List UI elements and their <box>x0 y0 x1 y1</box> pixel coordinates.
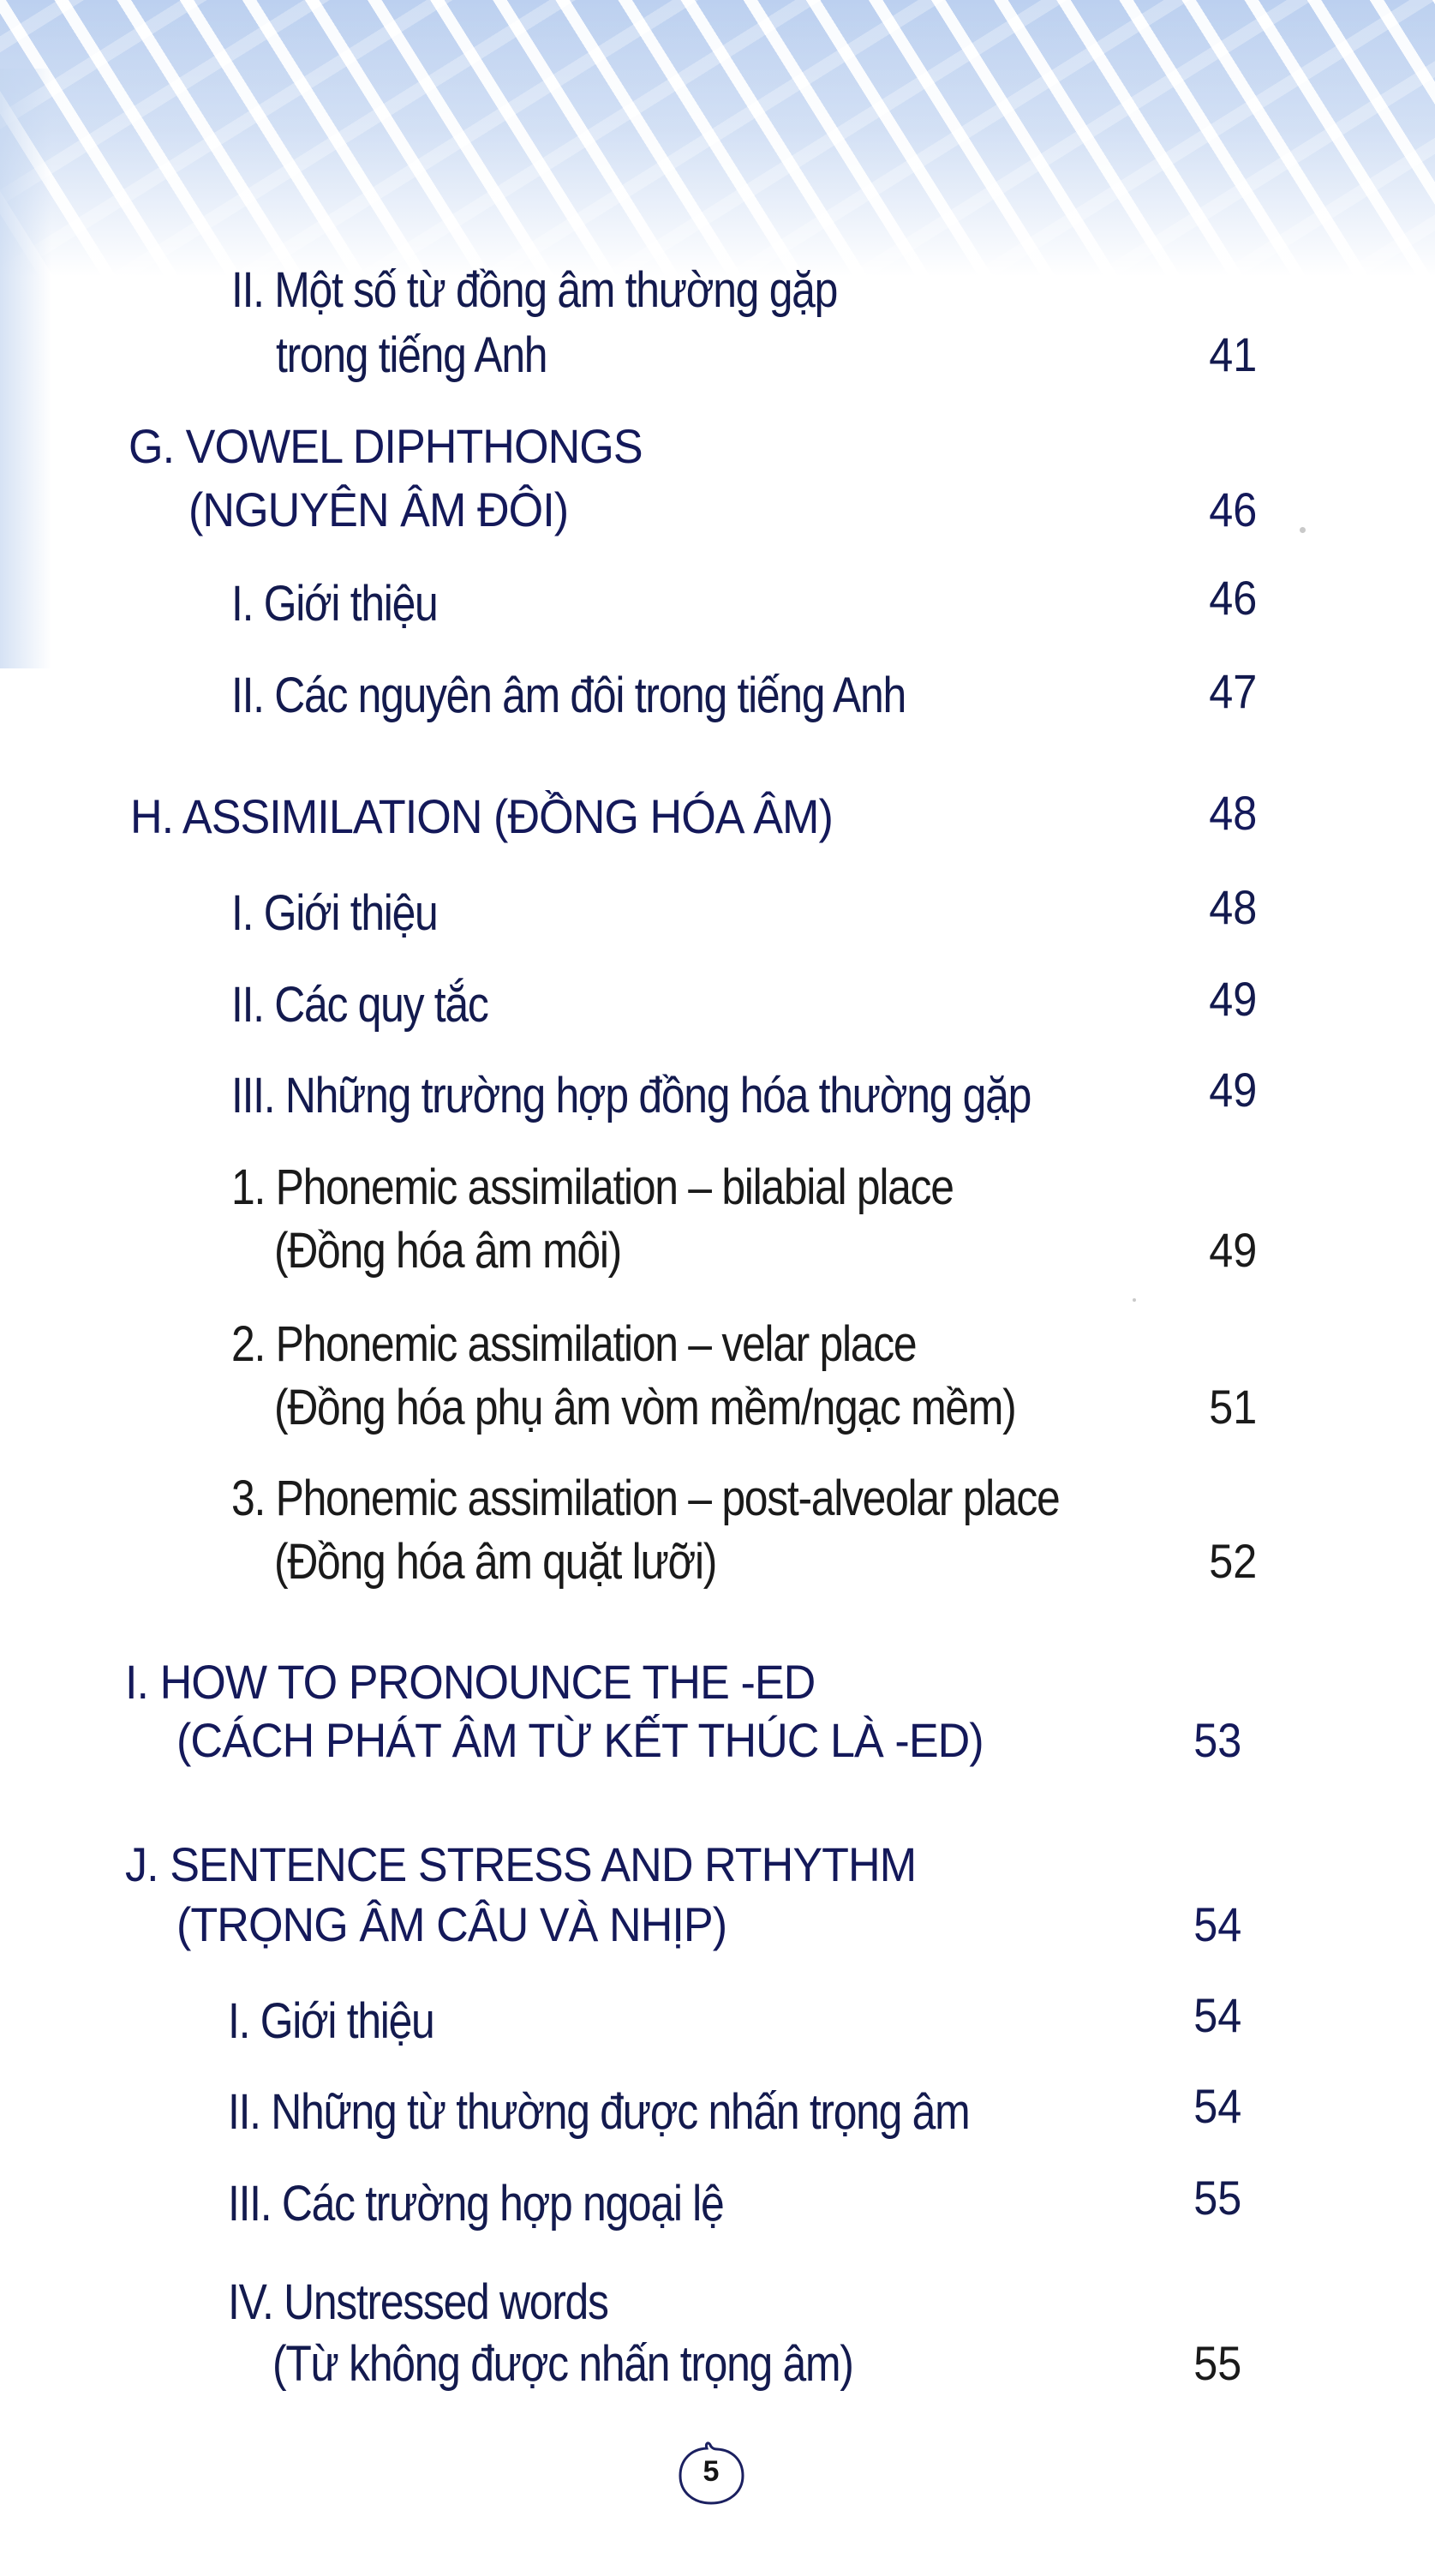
toc-section-page: 53 <box>1193 1713 1241 1767</box>
toc-entry-page: 55 <box>1193 2336 1241 2390</box>
toc-entry-title: II. Một số từ đồng âm thường gặp <box>231 262 838 318</box>
toc-entry-page: 49 <box>1208 1063 1257 1117</box>
toc-section-title-cont: (TRỌNG ÂM CÂU VÀ NHỊP) <box>176 1897 727 1951</box>
toc-section-title: I. HOW TO PRONOUNCE THE -ED <box>125 1655 816 1709</box>
toc-entry-page: 48 <box>1208 880 1257 934</box>
page-number-badge <box>674 2440 748 2507</box>
toc-entry-title-cont: trong tiếng Anh <box>276 327 547 383</box>
toc-subentry-title-cont: (Đồng hóa âm môi) <box>274 1223 622 1279</box>
toc-subentry-title-cont: (Đồng hóa phụ âm vòm mềm/ngạc mềm) <box>274 1380 1016 1435</box>
toc-entry-page: 47 <box>1208 664 1257 718</box>
toc-subentry-title-cont: (Đồng hóa âm quặt lưỡi) <box>274 1534 717 1590</box>
toc-entry-page: 41 <box>1208 327 1257 381</box>
toc-entry-title: II. Những từ thường được nhấn trọng âm <box>228 2084 970 2140</box>
toc-entry-title: II. Các quy tắc <box>231 977 488 1033</box>
toc-subentry-title: 2. Phonemic assimilation – velar place <box>231 1316 917 1372</box>
toc-entry-page: 46 <box>1208 571 1257 625</box>
toc-section-title-cont: (CÁCH PHÁT ÂM TỪ KẾT THÚC LÀ -ED) <box>176 1713 984 1767</box>
toc-section-title: G. VOWEL DIPHTHONGS <box>129 419 643 473</box>
toc-entry-page: 54 <box>1193 1988 1241 2042</box>
toc-subentry-title: 1. Phonemic assimilation – bilabial place <box>231 1159 954 1215</box>
toc-section-title: J. SENTENCE STRESS AND RTHYTHM <box>125 1837 917 1891</box>
page-number: 5 <box>703 2455 720 2488</box>
toc-section-title: H. ASSIMILATION (ĐỒNG HÓA ÂM) <box>130 789 833 843</box>
toc-entry-page: 49 <box>1208 972 1257 1026</box>
toc-entry-title-cont: (Từ không được nhấn trọng âm) <box>272 2336 853 2392</box>
toc-entry-title: IV. Unstressed words <box>228 2274 608 2330</box>
toc-section-page: 54 <box>1193 1897 1241 1951</box>
toc-entry-title: III. Những trường hợp đồng hóa thường gặp <box>231 1068 1031 1123</box>
toc-section-title-cont: (NGUYÊN ÂM ĐÔI) <box>188 482 569 536</box>
toc-entry-title: I. Giới thiệu <box>231 885 438 941</box>
toc-entry-title: II. Các nguyên âm đôi trong tiếng Anh <box>231 668 906 723</box>
toc-subentry-page: 49 <box>1208 1223 1257 1277</box>
toc-entry-page: 54 <box>1193 2079 1241 2133</box>
toc-section-page: 46 <box>1208 482 1257 536</box>
toc-entry-title: I. Giới thiệu <box>228 1993 434 2049</box>
toc-entry-page: 55 <box>1193 2171 1241 2225</box>
toc-section-page: 48 <box>1208 786 1257 840</box>
toc-entry-title: I. Giới thiệu <box>231 576 438 632</box>
toc-subentry-title: 3. Phonemic assimilation – post-alveolar place <box>231 1471 1060 1526</box>
toc-entry-title: III. Các trường hợp ngoại lệ <box>228 2176 724 2232</box>
toc-subentry-page: 51 <box>1208 1380 1257 1434</box>
toc-subentry-page: 52 <box>1208 1534 1257 1588</box>
